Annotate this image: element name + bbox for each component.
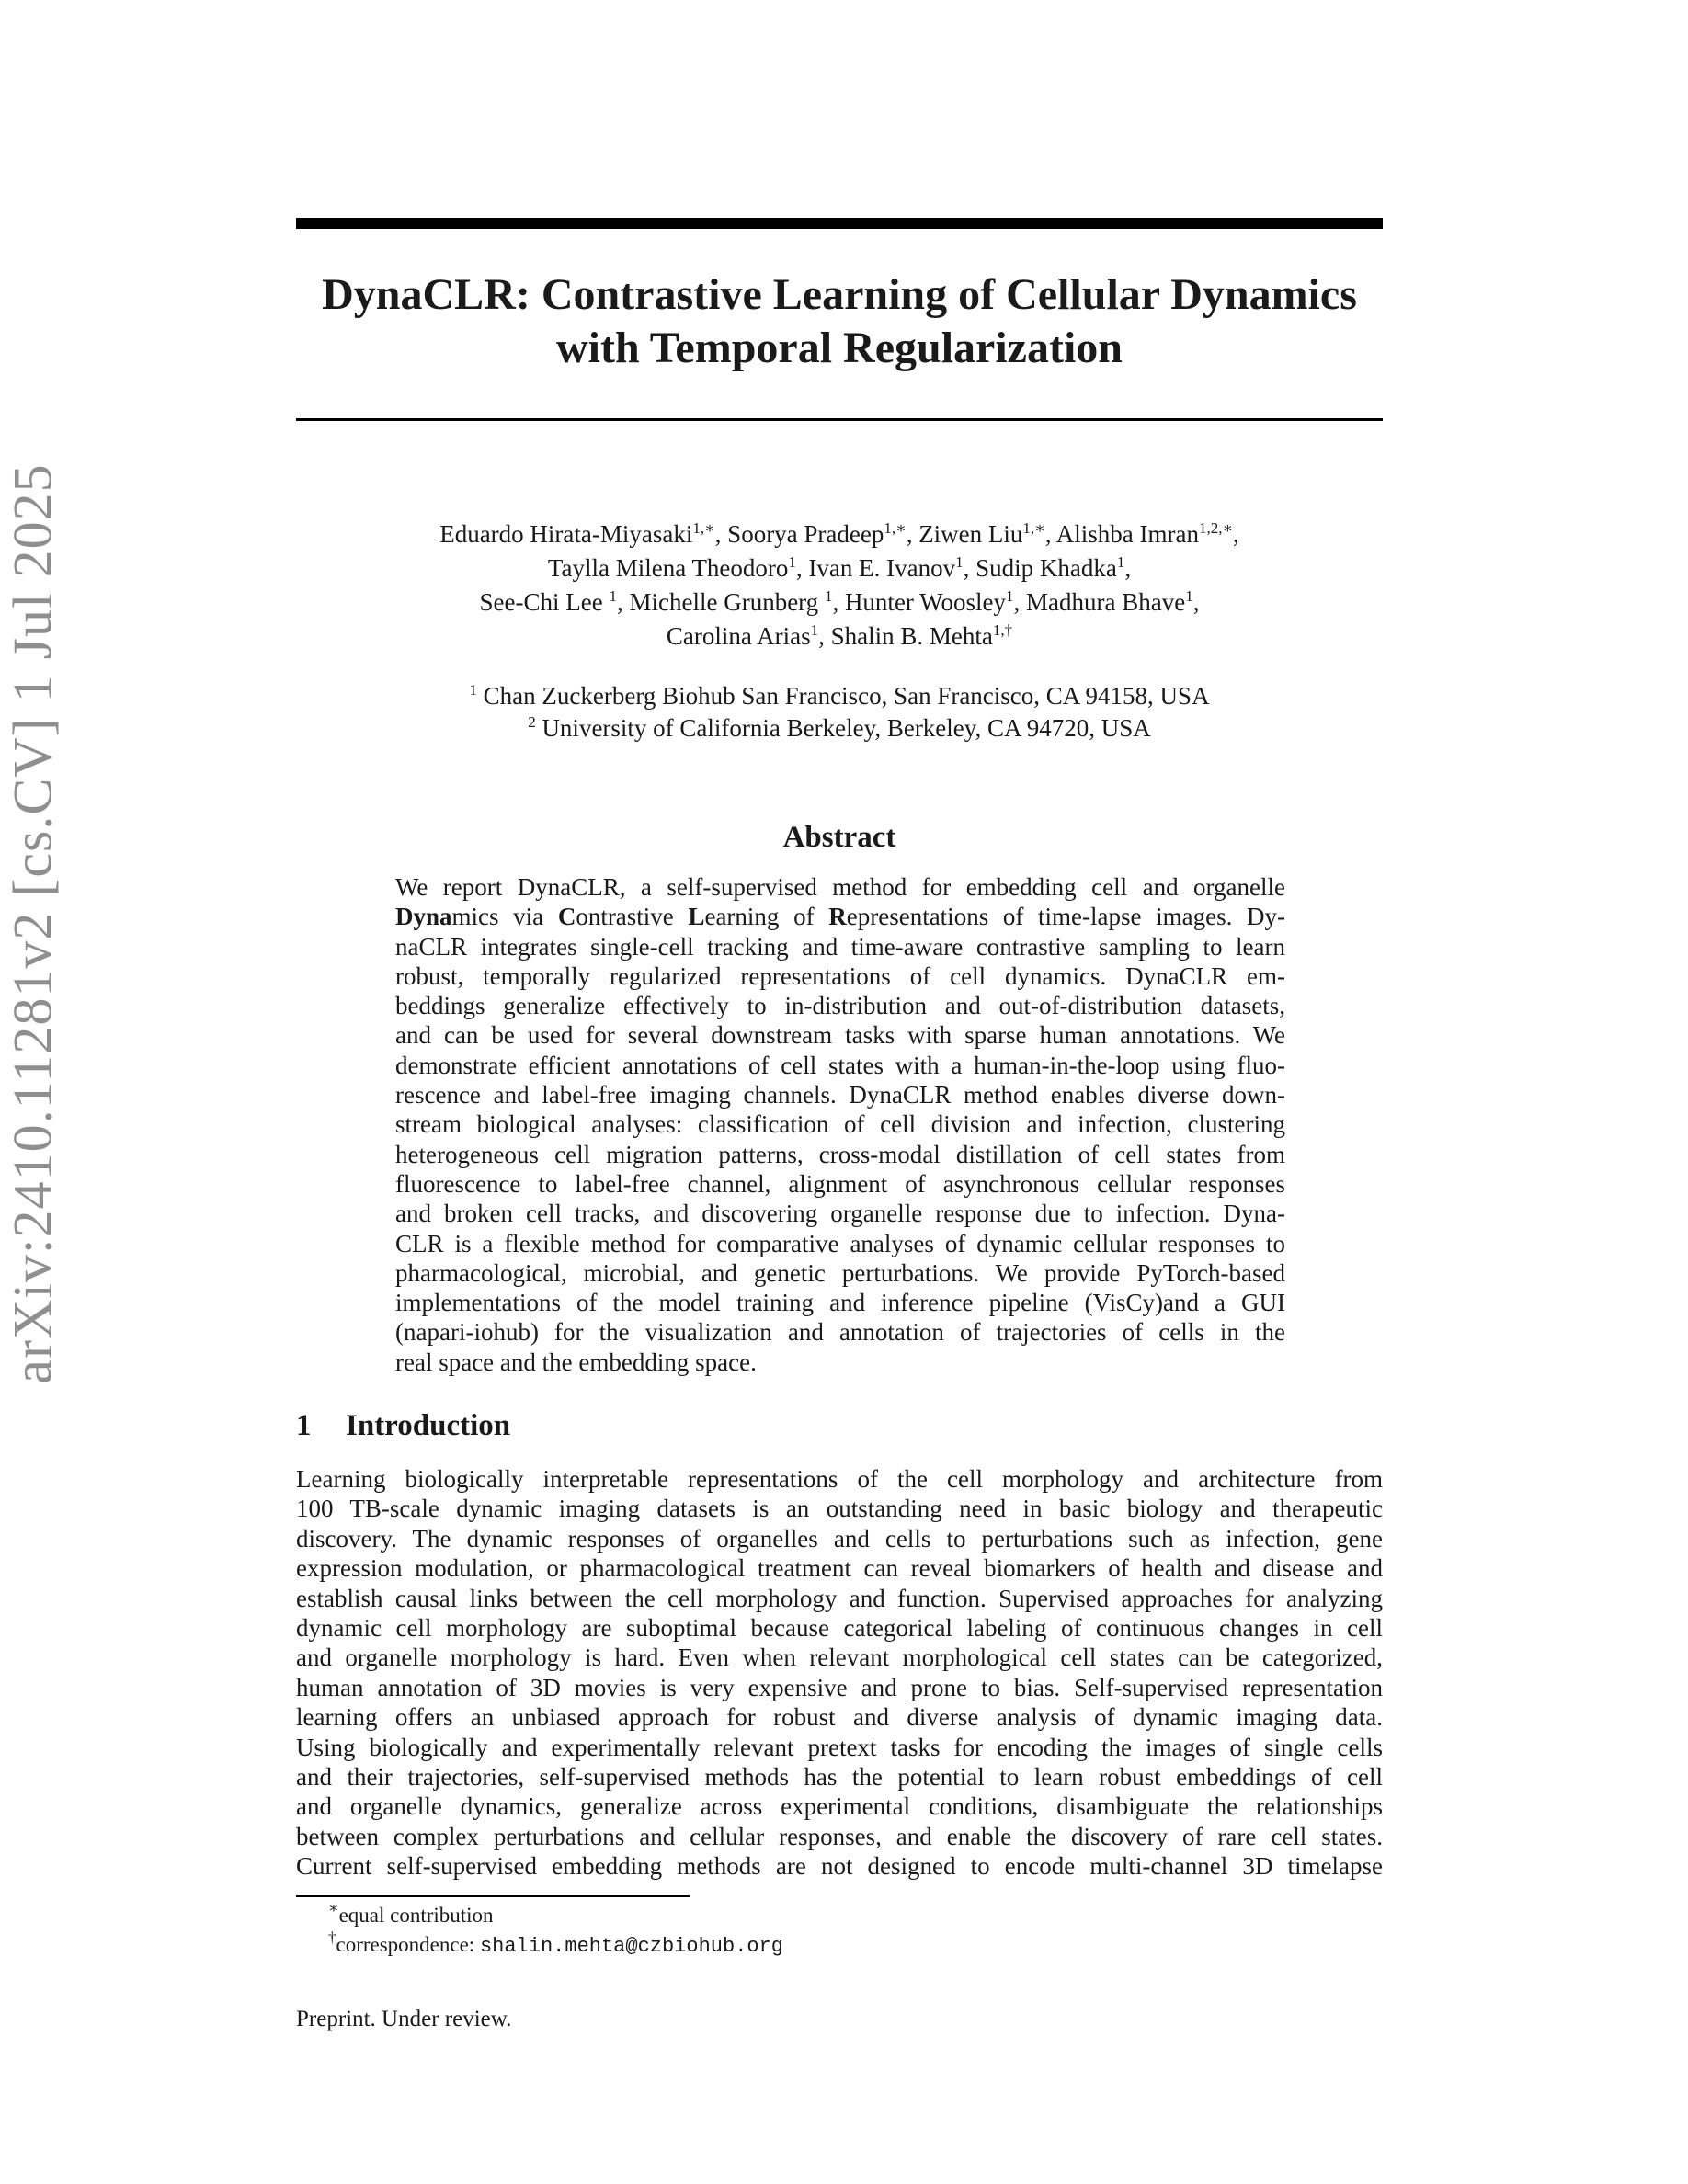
abstract-line: and can be used for several downstream tasks with sparse human annotations. We — [395, 1021, 1285, 1050]
author-sep: , — [906, 520, 919, 548]
author-affil-mark: 1,∗ — [692, 519, 715, 537]
footnote-text: equal contribution — [338, 1904, 494, 1927]
footnote-equal-contribution — [328, 1901, 783, 1930]
intro-line: establish causal links between the cell morphology and function. Supervised approaches for analyzing — [296, 1584, 1383, 1612]
abstract-line: (napari-iohub) for the visualization and annotation of trajectories of cells in the — [395, 1318, 1285, 1347]
abstract-line: beddings generalize effectively to in-distribution and out-of-distribution datasets, — [395, 992, 1285, 1020]
title-bottom-rule — [296, 418, 1383, 421]
author-name: Eduardo Hirata-Miyasaki — [439, 520, 693, 548]
abstract-line — [395, 902, 1285, 931]
section-heading-introduction — [296, 1409, 510, 1443]
abstract-text: ontrastive — [576, 903, 689, 931]
abstract-text: earning of — [704, 903, 829, 931]
abstract-line: heterogeneous cell migration patterns, cross-modal distillation of cell states from — [395, 1140, 1285, 1168]
author-name: Ziwen Liu — [918, 520, 1023, 548]
acronym-letters: Dyna — [395, 903, 452, 931]
abstract-line: pharmacological, microbial, and genetic perturbations. We provide PyTorch-based — [395, 1258, 1285, 1287]
intro-line: expression modulation, or pharmacological treatment can reveal biomarkers of health and disease and — [296, 1554, 1383, 1583]
abstract-line: implementations of the model training and inference pipeline (VisCy)and a GUI — [395, 1289, 1285, 1317]
author-affil-mark: 1 — [810, 621, 819, 639]
acronym-letters: R — [828, 903, 847, 931]
author-affil-mark: 1 — [1006, 587, 1014, 605]
author-name: Michelle Grunberg — [629, 588, 825, 616]
abstract-line: stream biological analyses: classification of cell division and infection, clustering — [395, 1110, 1285, 1139]
affiliation-mark: 2 — [528, 713, 536, 731]
abstract-heading: Abstract — [782, 821, 896, 854]
intro-line: between complex perturbations and cellular responses, and enable the discovery of rare cell states. — [296, 1822, 1383, 1850]
author-line-2 — [296, 552, 1383, 586]
author-affil-mark: 1 — [1116, 553, 1125, 571]
intro-line: discovery. The dynamic responses of organelles and cells to perturbations such as infection, gene — [296, 1524, 1383, 1553]
author-sep: , — [963, 554, 976, 582]
abstract-line: We report DynaCLR, a self-supervised method for embedding cell and organelle — [395, 873, 1285, 901]
abstract-text: mics via — [451, 903, 558, 931]
author-affil-mark: 1 — [955, 553, 964, 571]
abstract-line: CLR is a flexible method for comparative analyses of dynamic cellular responses to — [395, 1229, 1285, 1257]
acronym-letters: C — [557, 903, 576, 931]
author-affil-mark: 1,∗ — [884, 519, 907, 537]
author-sep: , — [1013, 588, 1026, 616]
affiliation-text: Chan Zuckerberg Biohub San Francisco, San Francisco, CA 94158, USA — [476, 682, 1210, 710]
intro-line: human annotation of 3D movies is very expensive and prone to bias. Self-supervised representation — [296, 1673, 1383, 1701]
abstract-line: real space and the embedding space. — [395, 1348, 757, 1376]
abstract-body — [395, 872, 1285, 1377]
title-top-rule — [296, 218, 1383, 229]
author-sep: , — [795, 554, 809, 582]
title-line-2: with Temporal Regularization — [555, 324, 1123, 372]
author-name: Carolina Arias — [666, 622, 811, 650]
author-sep: , — [714, 520, 728, 548]
author-name: Sudip Khadka — [975, 554, 1117, 582]
abstract-line: rescence and label-free imaging channels. DynaCLR method enables diverse down- — [395, 1081, 1285, 1109]
author-name: Shalin B. Mehta — [830, 622, 993, 650]
intro-line: dynamic cell morphology are suboptimal because categorical labeling of continuous changes in cell — [296, 1614, 1383, 1643]
affiliation-2 — [296, 712, 1383, 745]
author-line-4 — [296, 620, 1383, 654]
footnote-rule — [296, 1895, 690, 1897]
intro-line: Using biologically and experimentally relevant pretext tasks for encoding the images of single cells — [296, 1733, 1383, 1761]
author-sep: , — [616, 588, 630, 616]
footnote-mark: ∗ — [328, 1899, 339, 1917]
author-list — [296, 518, 1383, 654]
acronym-letters: L — [688, 903, 705, 931]
intro-line: Current self-supervised embedding methods are not designed to encode multi-channel 3D timelapse — [296, 1852, 1383, 1881]
abstract-line: naCLR integrates single-cell tracking and time-aware contrastive sampling to learn — [395, 932, 1285, 961]
author-name: Soorya Pradeep — [727, 520, 884, 548]
author-affil-mark: 1,∗ — [1022, 519, 1045, 537]
correspondence-email[interactable]: shalin.mehta@czbiohub.org — [479, 1935, 784, 1958]
footnotes — [328, 1901, 783, 1962]
abstract-line: and broken cell tracks, and discovering organelle response due to infection. Dyna- — [395, 1200, 1285, 1228]
preprint-notice: Preprint. Under review. — [296, 2007, 512, 2031]
author-sep: , — [1124, 554, 1132, 582]
author-sep: , — [832, 588, 845, 616]
footnote-text: correspondence: — [336, 1933, 480, 1956]
section-number: 1 — [296, 1409, 312, 1442]
affiliation-text: University of California Berkeley, Berkeley, CA 94720, USA — [535, 714, 1151, 742]
affiliation-list — [296, 680, 1383, 745]
abstract-line: fluorescence to label-free channel, alignment of asynchronous cellular responses — [395, 1169, 1285, 1198]
intro-line: 100 TB-scale dynamic imaging datasets is an outstanding need in basic biology and therapeutic — [296, 1495, 1383, 1523]
footnote-correspondence — [328, 1930, 783, 1962]
intro-line: learning offers an unbiased approach for robust and diverse analysis of dynamic imaging data. — [296, 1703, 1383, 1732]
introduction-body — [296, 1464, 1383, 1882]
author-name: Alishba Imran — [1055, 520, 1199, 548]
author-affil-mark: 1 — [824, 587, 833, 605]
affiliation-1 — [296, 680, 1383, 712]
author-sep: , — [1044, 520, 1056, 548]
footnote-mark: † — [328, 1928, 336, 1946]
author-affil-mark: 1,† — [992, 621, 1013, 639]
intro-line: and their trajectories, self-supervised methods has the potential to learn robust embeddings of cell — [296, 1763, 1383, 1792]
intro-line: and organelle morphology is hard. Even when relevant morphological cell states can be categorized, — [296, 1644, 1383, 1672]
author-line-3 — [296, 586, 1383, 620]
abstract-line: demonstrate efficient annotations of cell states with a human-in-the-loop using fluo- — [395, 1051, 1285, 1079]
title-line-1: DynaCLR: Contrastive Learning of Cellular Dynamics — [322, 270, 1357, 319]
section-title: Introduction — [346, 1409, 511, 1442]
paper-title — [296, 268, 1383, 375]
author-sep: , — [818, 622, 831, 650]
abstract-text: epresentations of time-lapse images. Dy- — [846, 903, 1285, 931]
intro-line: and organelle dynamics, generalize across experimental conditions, disambiguate the relationships — [296, 1792, 1383, 1821]
author-affil-mark: 1,2,∗ — [1198, 519, 1234, 537]
intro-line: Learning biologically interpretable representations of the cell morphology and architecture from — [296, 1465, 1383, 1493]
author-sep: , — [1233, 520, 1239, 548]
abstract-line: robust, temporally regularized representations of cell dynamics. DynaCLR em- — [395, 961, 1285, 990]
arxiv-stamp-text: arXiv:2410.11281v2 [cs.CV] 1 Jul 2025 — [2, 463, 63, 1384]
affiliation-mark: 1 — [469, 681, 477, 699]
author-name: See-Chi Lee — [479, 588, 610, 616]
author-name: Ivan E. Ivanov — [808, 554, 956, 582]
author-sep: , — [1192, 588, 1200, 616]
author-affil-mark: 1 — [1185, 587, 1193, 605]
author-line-1 — [296, 518, 1383, 552]
author-name: Hunter Woosley — [844, 588, 1006, 616]
author-affil-mark: 1 — [788, 553, 796, 571]
author-name: Taylla Milena Theodoro — [547, 554, 789, 582]
author-name: Madhura Bhave — [1026, 588, 1186, 616]
author-affil-mark: 1 — [609, 587, 617, 605]
